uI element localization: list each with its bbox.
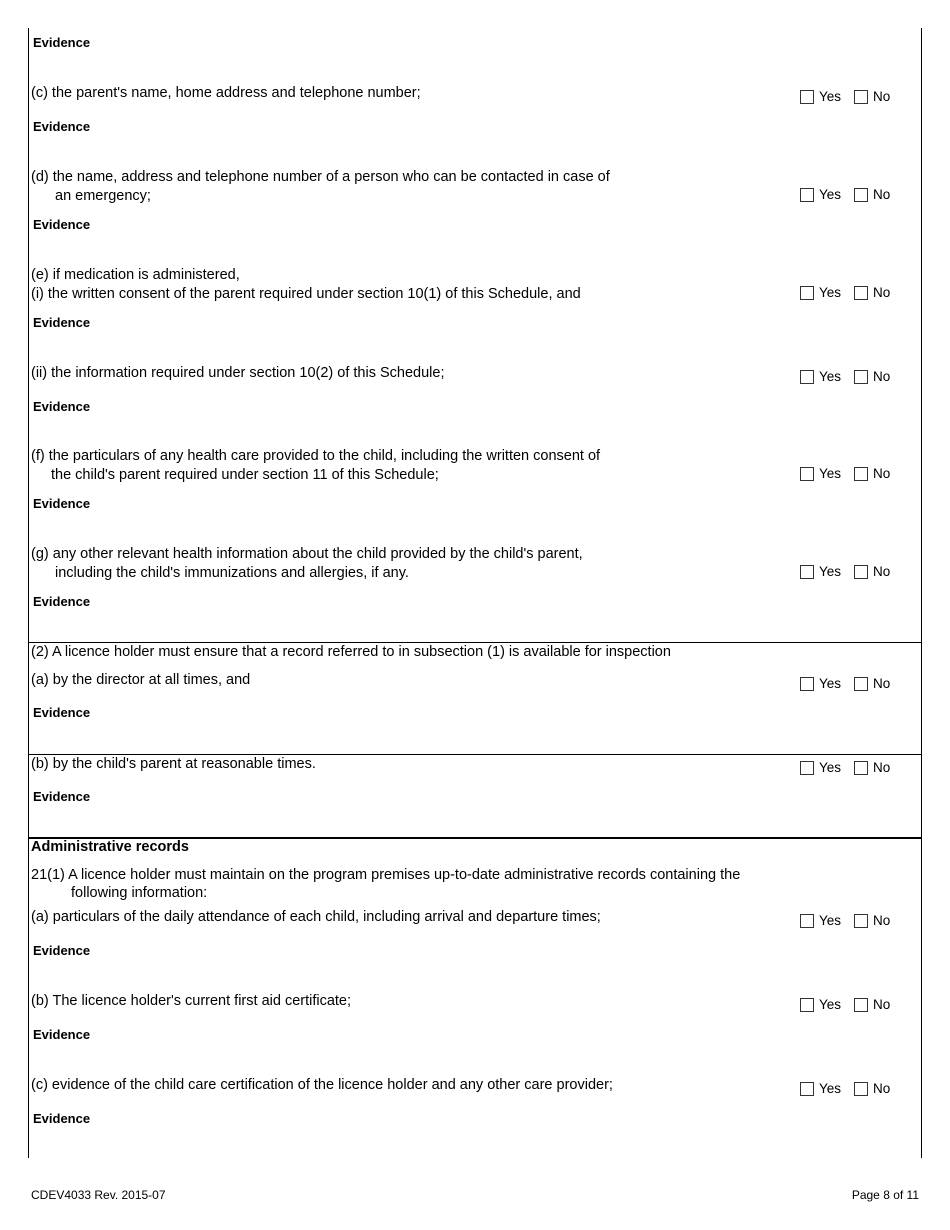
no-checkbox[interactable] — [854, 761, 868, 775]
evidence-label: Evidence — [33, 119, 91, 134]
item-f-text-cont: the child's parent required under section 11 of this Schedule; — [51, 467, 439, 483]
yes-label: Yes — [819, 89, 842, 104]
yes-checkbox[interactable] — [800, 370, 814, 384]
evidence-label: Evidence — [33, 594, 91, 609]
yes-checkbox[interactable] — [800, 467, 814, 481]
form-id: CDEV4033 Rev. 2015-07 — [31, 1188, 166, 1202]
no-checkbox[interactable] — [854, 1082, 868, 1096]
yes-no-group — [800, 760, 890, 776]
yes-label: Yes — [819, 913, 842, 928]
evidence-label: Evidence — [33, 789, 91, 804]
yes-no-group — [800, 285, 890, 301]
no-checkbox[interactable] — [854, 998, 868, 1012]
no-checkbox[interactable] — [854, 90, 868, 104]
yes-checkbox[interactable] — [800, 565, 814, 579]
yes-checkbox[interactable] — [800, 761, 814, 775]
no-label: No — [873, 564, 891, 579]
yes-label: Yes — [819, 564, 842, 579]
item-e-text: (e) if medication is administered, — [31, 267, 240, 283]
yes-no-group — [800, 676, 890, 692]
yes-label: Yes — [819, 1081, 842, 1096]
item-g-text: (g) any other relevant health information about the child provided by the child's parent, — [31, 546, 583, 562]
no-label: No — [873, 997, 891, 1012]
evidence-label: Evidence — [33, 943, 91, 958]
yes-checkbox[interactable] — [800, 677, 814, 691]
yes-no-group — [800, 187, 890, 203]
item-d-text: (d) the name, address and telephone number of a person who can be contacted in case of — [31, 169, 610, 185]
evidence-label: Evidence — [33, 1027, 91, 1042]
yes-label: Yes — [819, 760, 842, 775]
yes-no-group — [800, 564, 890, 580]
yes-checkbox[interactable] — [800, 90, 814, 104]
evidence-label: Evidence — [33, 315, 91, 330]
no-label: No — [873, 369, 891, 384]
yes-checkbox[interactable] — [800, 998, 814, 1012]
no-checkbox[interactable] — [854, 677, 868, 691]
yes-label: Yes — [819, 997, 842, 1012]
yes-no-group — [800, 997, 890, 1013]
no-checkbox[interactable] — [854, 467, 868, 481]
item-21b-text: (b) The licence holder's current first aid certificate; — [31, 993, 352, 1009]
right-border — [921, 28, 922, 1158]
item-21c-text: (c) evidence of the child care certification of the licence holder and any other care provider; — [31, 1077, 613, 1093]
yes-label: Yes — [819, 285, 842, 300]
yes-checkbox[interactable] — [800, 188, 814, 202]
no-label: No — [873, 676, 891, 691]
evidence-label: Evidence — [33, 705, 91, 720]
section-21-text-cont: following information: — [71, 885, 208, 901]
page-number: Page 8 of 11 — [851, 1188, 919, 1202]
no-checkbox[interactable] — [854, 286, 868, 300]
item-e-ii-text: (ii) the information required under section 10(2) of this Schedule; — [31, 365, 445, 381]
no-label: No — [873, 285, 891, 300]
yes-label: Yes — [819, 369, 842, 384]
no-checkbox[interactable] — [854, 565, 868, 579]
evidence-label: Evidence — [33, 496, 91, 511]
section-heading: Administrative records — [31, 839, 189, 855]
no-checkbox[interactable] — [854, 188, 868, 202]
no-checkbox[interactable] — [854, 914, 868, 928]
yes-label: Yes — [819, 187, 842, 202]
yes-no-group — [800, 913, 890, 929]
item-g-text-cont: including the child's immunizations and allergies, if any. — [55, 565, 409, 581]
subsection-2-text: (2) A licence holder must ensure that a record referred to in subsection (1) is available for inspection — [31, 644, 671, 660]
subsection-2b-text: (b) by the child's parent at reasonable times. — [31, 756, 316, 772]
yes-no-group — [800, 369, 890, 385]
no-label: No — [873, 913, 891, 928]
evidence-label: Evidence — [33, 35, 91, 50]
item-d-text-cont: an emergency; — [55, 188, 151, 204]
no-label: No — [873, 187, 891, 202]
yes-label: Yes — [819, 676, 842, 691]
yes-no-group — [800, 466, 890, 482]
item-21a-text: (a) particulars of the daily attendance of each child, including arrival and departure times; — [31, 909, 601, 925]
yes-no-group — [800, 1081, 890, 1097]
yes-no-group — [800, 89, 890, 105]
no-label: No — [873, 89, 891, 104]
no-label: No — [873, 1081, 891, 1096]
yes-label: Yes — [819, 466, 842, 481]
no-label: No — [873, 760, 891, 775]
evidence-label: Evidence — [33, 217, 91, 232]
no-label: No — [873, 466, 891, 481]
yes-checkbox[interactable] — [800, 914, 814, 928]
yes-checkbox[interactable] — [800, 1082, 814, 1096]
evidence-label: Evidence — [33, 1111, 91, 1126]
yes-checkbox[interactable] — [800, 286, 814, 300]
evidence-label: Evidence — [33, 399, 91, 414]
no-checkbox[interactable] — [854, 370, 868, 384]
subsection-2a-text: (a) by the director at all times, and — [31, 672, 251, 688]
item-e-i-text: (i) the written consent of the parent required under section 10(1) of this Schedule, and — [31, 286, 581, 302]
left-border — [28, 28, 29, 1158]
item-f-text: (f) the particulars of any health care provided to the child, including the written consent of — [31, 448, 601, 464]
section-21-text: 21(1) A licence holder must maintain on the program premises up-to-date administrative records containing the — [31, 867, 741, 883]
item-c-text: (c) the parent's name, home address and telephone number; — [31, 85, 421, 101]
